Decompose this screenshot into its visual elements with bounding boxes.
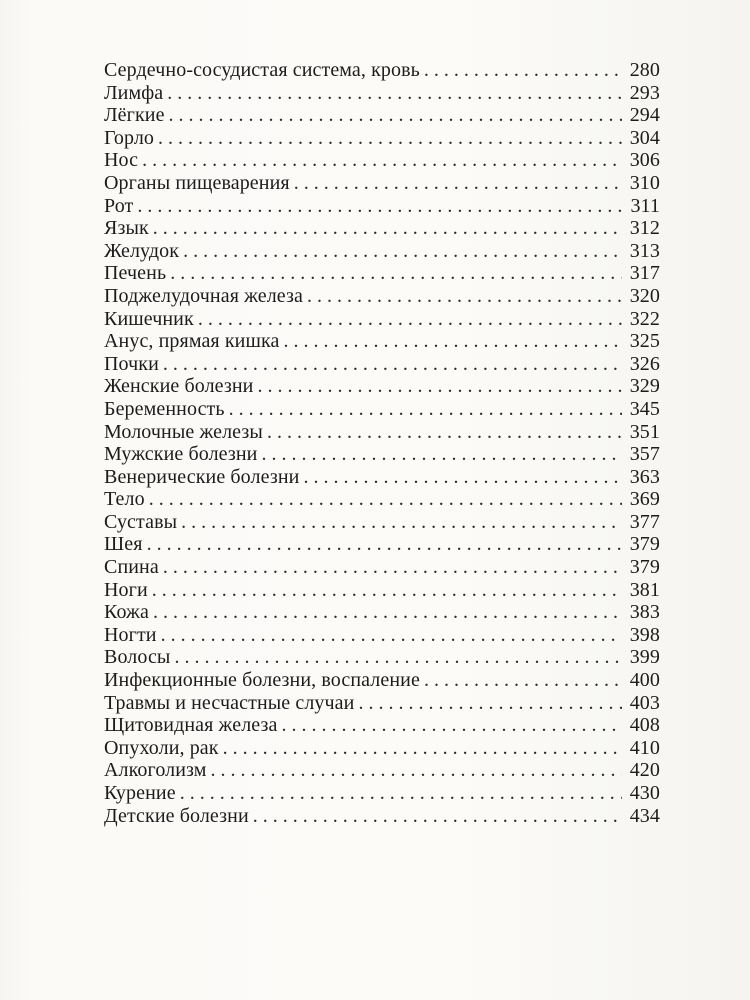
dot-leader — [149, 488, 622, 511]
toc-entry — [104, 466, 660, 489]
toc-entry — [104, 172, 660, 195]
toc-entry-title: Ногти — [104, 623, 157, 646]
toc-entry-title: Лимфа — [104, 81, 164, 104]
dot-leader — [158, 127, 622, 150]
toc-entry-title: Опухоли, рак — [104, 736, 219, 759]
toc-entry — [104, 556, 660, 579]
toc-entry-page-number: 363 — [629, 465, 660, 488]
toc-entry-title: Венерические болезни — [104, 465, 300, 488]
toc-entry — [104, 149, 660, 172]
dot-leader — [261, 443, 622, 466]
toc-entry — [104, 511, 660, 534]
toc-entry-title: Горло — [104, 126, 155, 149]
toc-entry-title: Анус, прямая кишка — [104, 330, 280, 353]
toc-entry — [104, 330, 660, 353]
dot-leader — [163, 556, 622, 579]
toc-entry-page-number: 317 — [629, 262, 660, 285]
toc-entry-page-number: 313 — [629, 239, 660, 262]
toc-entry-title: Молочные железы — [104, 420, 263, 443]
dot-leader — [147, 533, 622, 556]
toc-entry — [104, 398, 660, 421]
toc-entry-page-number: 430 — [629, 782, 660, 804]
toc-entry-title: Спина — [104, 556, 159, 579]
toc-entry — [104, 646, 660, 669]
dot-leader — [152, 579, 622, 602]
toc-entry-page-number: 383 — [629, 601, 660, 624]
toc-entry-page-number: 377 — [629, 510, 660, 533]
dot-leader — [283, 330, 622, 353]
toc-entry-page-number: 369 — [629, 488, 660, 511]
toc-entry — [104, 127, 660, 150]
toc-entry-page-number: 322 — [629, 307, 660, 330]
dot-leader — [153, 217, 622, 240]
toc-entry-page-number: 381 — [629, 578, 660, 601]
toc-entry-page-number: 408 — [629, 714, 660, 737]
toc-entry — [104, 579, 660, 602]
toc-entry — [104, 714, 660, 737]
toc-entry-title: Щитовидная железа — [104, 714, 278, 737]
toc-entry-page-number: 326 — [629, 352, 660, 375]
dot-leader — [358, 692, 622, 715]
toc-entry-title: Мужские болезни — [104, 443, 258, 466]
toc-entry-page-number: 399 — [629, 646, 660, 669]
toc-entry-page-number: 379 — [629, 533, 660, 556]
toc-entry-title: Тело — [104, 488, 145, 511]
toc-entry — [104, 82, 660, 105]
toc-entry — [104, 782, 660, 805]
toc-entry-page-number: 351 — [629, 420, 660, 443]
dot-leader — [169, 104, 622, 127]
toc-entry-page-number: 311 — [630, 194, 660, 217]
toc-entry-title: Кишечник — [104, 307, 194, 330]
toc-entry-page-number: 293 — [629, 81, 660, 104]
toc-entry-title: Травмы и несчастные случаи — [104, 691, 355, 714]
toc-entry-title: Женские болезни — [104, 375, 254, 398]
toc-entry-title: Печень — [104, 262, 167, 285]
toc-entry-title: Поджелудочная железа — [104, 284, 304, 307]
toc-entry-title: Рот — [104, 194, 134, 217]
toc-entry-page-number: 398 — [629, 623, 660, 646]
toc-entry-title: Почки — [104, 352, 159, 375]
dot-leader — [211, 759, 622, 782]
toc-entry — [104, 240, 660, 263]
toc-entry — [104, 759, 660, 782]
toc-entry — [104, 308, 660, 331]
dot-leader — [223, 737, 622, 760]
toc-entry-title: Желудок — [104, 239, 180, 262]
toc-entry-page-number: 294 — [629, 104, 660, 127]
dot-leader — [198, 308, 622, 331]
toc-entry — [104, 421, 660, 444]
toc-entry-page-number: 434 — [629, 804, 660, 827]
toc-entry-title: Суставы — [104, 510, 178, 533]
toc-entry-page-number: 312 — [629, 217, 660, 240]
dot-leader — [307, 285, 622, 308]
dot-leader — [229, 398, 622, 421]
toc-entry-title: Лёгкие — [104, 104, 165, 127]
dot-leader — [170, 262, 622, 285]
toc-entry — [104, 669, 660, 692]
toc-entry — [104, 262, 660, 285]
toc-entry — [104, 737, 660, 760]
toc-entry-title: Шея — [104, 533, 143, 556]
toc-entry-page-number: 306 — [629, 149, 660, 172]
dot-leader — [153, 601, 622, 624]
dot-leader — [424, 59, 622, 82]
toc-entry — [104, 601, 660, 624]
toc-entry-title: Сердечно-сосудистая система, кровь — [104, 59, 420, 81]
toc-entry-page-number: 420 — [629, 759, 660, 782]
toc-entry-title: Волосы — [104, 646, 171, 669]
toc-entry-page-number: 345 — [629, 397, 660, 420]
toc-entry — [104, 533, 660, 556]
toc-entry — [104, 285, 660, 308]
toc-entry-page-number: 320 — [629, 284, 660, 307]
dot-leader — [142, 149, 622, 172]
dot-leader — [174, 646, 622, 669]
dot-leader — [257, 375, 622, 398]
toc-entry-title: Алкоголизм — [104, 759, 207, 782]
toc-entry-page-number: 403 — [629, 691, 660, 714]
toc-entry — [104, 624, 660, 647]
toc-entry — [104, 805, 660, 828]
dot-leader — [161, 624, 622, 647]
toc-entry-title: Ноги — [104, 578, 148, 601]
dot-leader — [253, 805, 622, 828]
dot-leader — [303, 466, 622, 489]
toc-entry — [104, 692, 660, 715]
toc-entry — [104, 195, 660, 218]
toc-entry-title: Язык — [104, 217, 149, 240]
dot-leader — [183, 240, 622, 263]
toc-entry-title: Нос — [104, 149, 139, 172]
toc-entry-page-number: 410 — [629, 736, 660, 759]
dot-leader — [163, 353, 622, 376]
dot-leader — [294, 172, 622, 195]
table-of-contents — [104, 59, 660, 827]
toc-entry-title: Детские болезни — [104, 804, 249, 827]
toc-entry-title: Органы пищеварения — [104, 171, 290, 194]
toc-entry-title: Беременность — [104, 397, 225, 420]
toc-entry-page-number: 357 — [629, 443, 660, 466]
toc-entry — [104, 375, 660, 398]
toc-entry-page-number: 329 — [629, 375, 660, 398]
dot-leader — [137, 195, 622, 218]
dot-leader — [281, 714, 622, 737]
toc-entry — [104, 104, 660, 127]
toc-entry — [104, 217, 660, 240]
dot-leader — [424, 669, 622, 692]
toc-entry — [104, 443, 660, 466]
toc-entry-page-number: 280 — [629, 59, 660, 81]
toc-entry-page-number: 379 — [629, 556, 660, 579]
dot-leader — [267, 421, 622, 444]
toc-entry-page-number: 400 — [629, 669, 660, 692]
toc-entry-title: Кожа — [104, 601, 149, 624]
dot-leader — [167, 82, 622, 105]
dot-leader — [181, 511, 622, 534]
dot-leader — [180, 782, 622, 805]
toc-entry — [104, 488, 660, 511]
toc-entry-page-number: 304 — [629, 126, 660, 149]
toc-entry-page-number: 310 — [629, 171, 660, 194]
toc-entry-page-number: 325 — [629, 330, 660, 353]
toc-entry — [104, 353, 660, 376]
toc-entry-title: Инфекционные болезни, воспаление — [104, 669, 420, 692]
toc-entry-title: Курение — [104, 782, 176, 804]
toc-entry — [104, 59, 660, 82]
